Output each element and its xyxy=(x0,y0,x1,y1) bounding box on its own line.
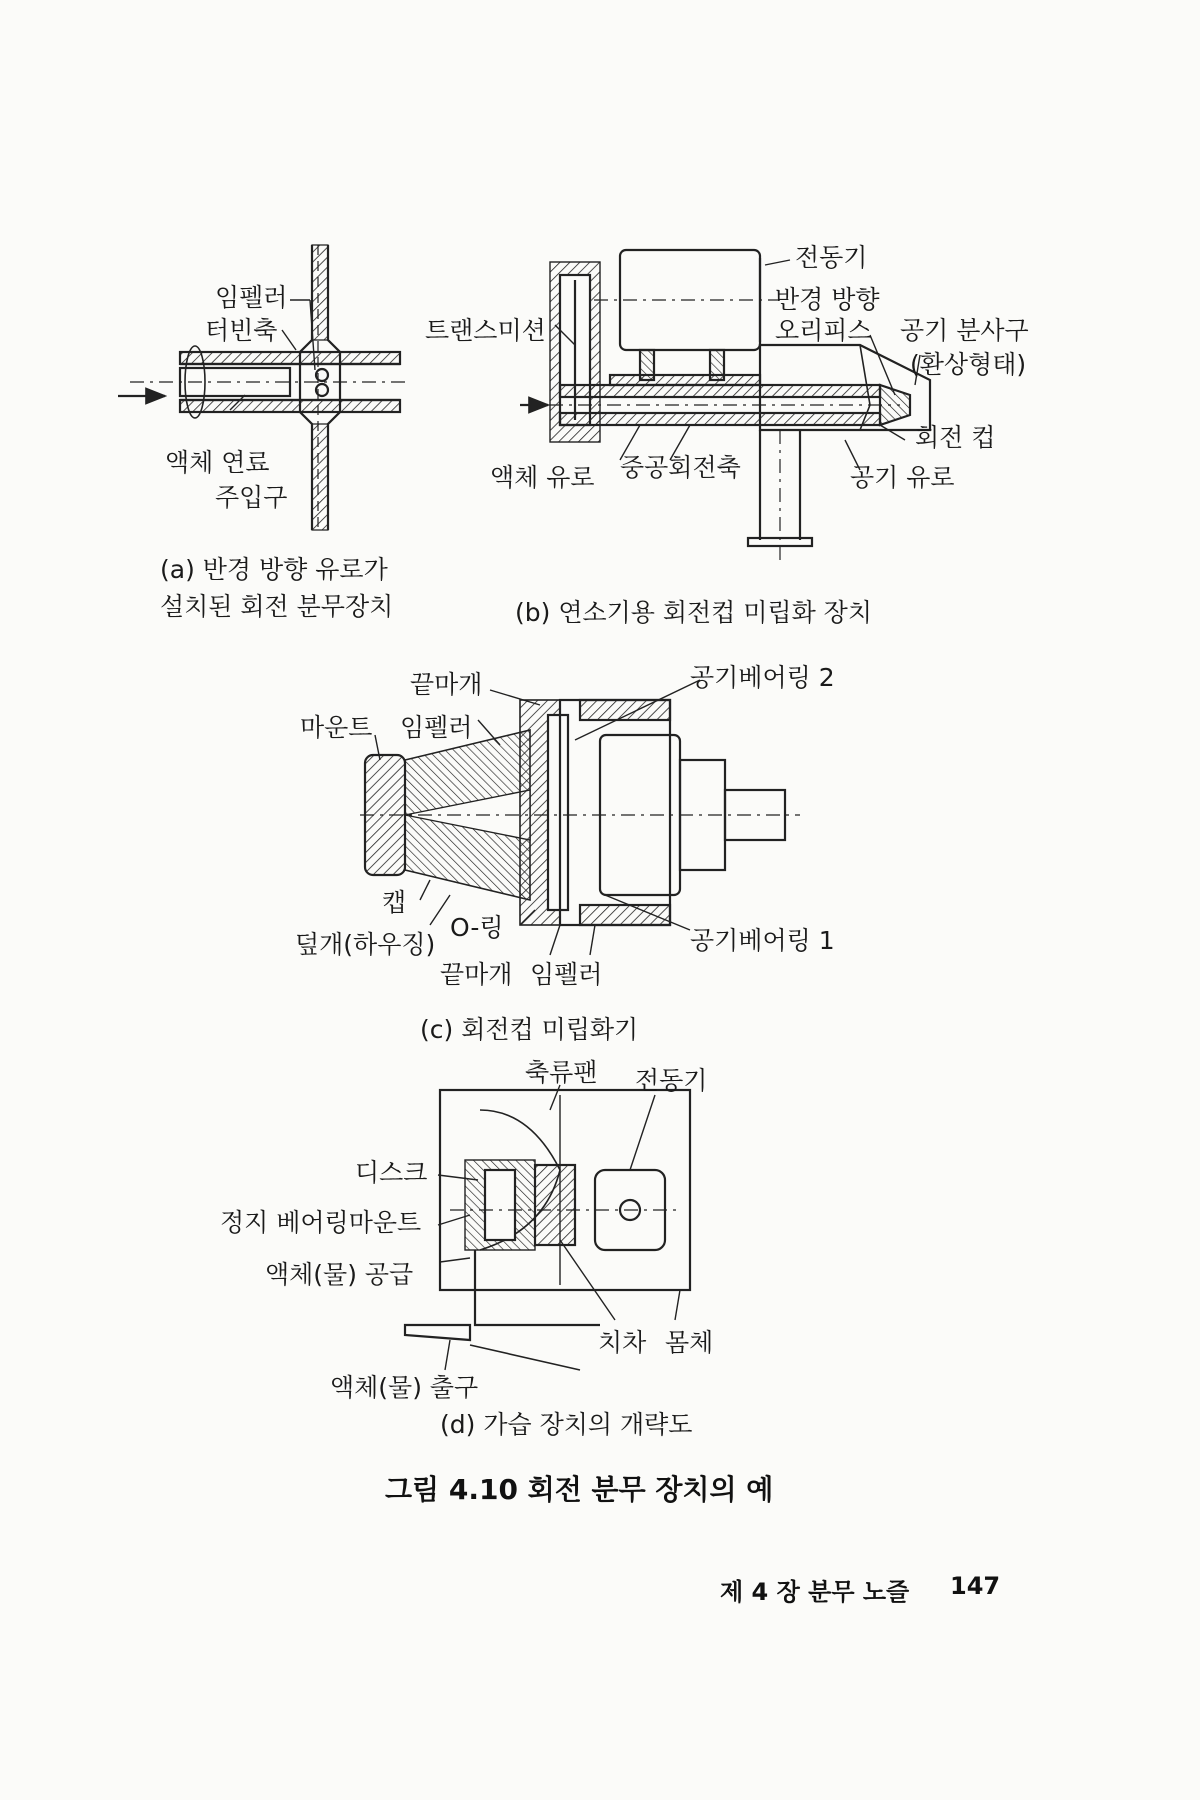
figure-title: 그림 4.10 회전 분무 장치의 예 xyxy=(385,1473,774,1506)
caption-c: (c) 회전컵 미립화기 xyxy=(420,1015,639,1044)
label-air-bearing-2: 공기베어링 2 xyxy=(690,663,835,692)
label-o-ring: O-링 xyxy=(450,913,504,942)
label-orifice: 오리피스 xyxy=(775,316,872,345)
footer-page-number: 147 xyxy=(950,1572,1001,1600)
label-liquid-fuel: 액체 연료 xyxy=(165,448,270,477)
label-cover: 덮개(하우징) xyxy=(295,930,436,959)
label-end-cap-top: 끝마개 xyxy=(410,670,483,699)
caption-a-line2: 설치된 회전 분무장치 xyxy=(160,592,394,621)
label-bearing-mount: 정지 베어링마운트 xyxy=(220,1208,422,1237)
label-motor-b: 전동기 xyxy=(795,243,868,272)
label-mount: 마운트 xyxy=(300,713,373,742)
label-axial-fan: 축류팬 xyxy=(525,1058,598,1087)
label-impeller-c-bottom: 임펠러 xyxy=(530,960,603,989)
label-air-bearing-1: 공기베어링 1 xyxy=(690,926,835,955)
label-rotating-cup: 회전 컵 xyxy=(915,423,996,452)
diagram-d xyxy=(405,1085,690,1370)
label-liquid-path: 액체 유로 xyxy=(490,463,595,492)
label-body: 몸체 xyxy=(665,1328,714,1357)
label-transmission: 트랜스미션 xyxy=(425,316,546,345)
caption-b: (b) 연소기용 회전컵 미립화 장치 xyxy=(515,598,872,627)
label-end-cap-bottom: 끝마개 xyxy=(440,960,513,989)
label-motor-d: 전동기 xyxy=(635,1066,708,1095)
label-impeller-a: 임펠러 xyxy=(215,283,288,312)
caption-a-line1: (a) 반경 방향 유로가 xyxy=(160,555,388,584)
label-radial: 반경 방향 xyxy=(775,285,880,314)
label-cap: 캡 xyxy=(382,888,407,917)
label-air-nozzle: 공기 분사구 xyxy=(900,316,1029,345)
label-gear: 치차 xyxy=(598,1328,647,1357)
label-annular: (환상형태) xyxy=(910,350,1027,379)
label-disc: 디스크 xyxy=(355,1158,428,1187)
label-hollow-shaft: 중공회전축 xyxy=(620,453,741,482)
caption-d: (d) 가습 장치의 개략도 xyxy=(440,1410,693,1439)
label-turbine-shaft: 터빈축 xyxy=(205,316,278,345)
label-impeller-c: 임펠러 xyxy=(400,713,473,742)
label-liquid-supply: 액체(물) 공급 xyxy=(265,1260,414,1289)
footer-chapter: 제 4 장 분무 노즐 xyxy=(720,1578,910,1606)
label-liquid-outlet: 액체(물) 출구 xyxy=(330,1373,479,1402)
label-inlet: 주입구 xyxy=(215,483,288,512)
label-air-path: 공기 유로 xyxy=(850,463,955,492)
